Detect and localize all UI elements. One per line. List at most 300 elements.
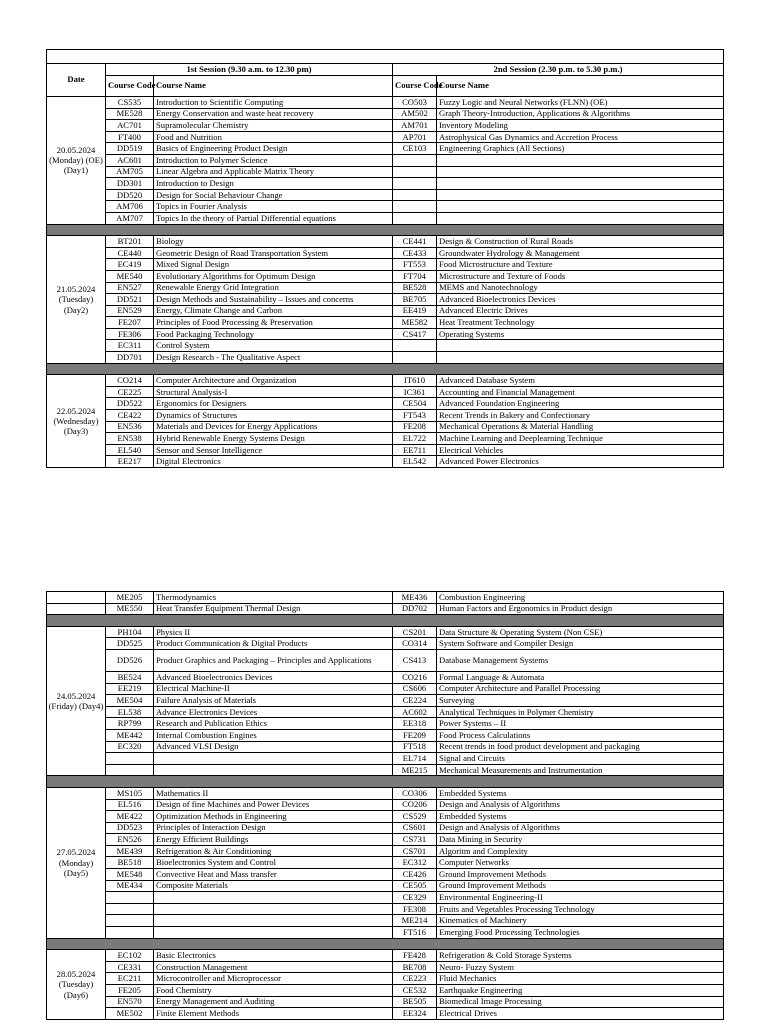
course-name-session1 xyxy=(154,903,393,915)
course-name-session1: Thermodynamics xyxy=(154,592,393,604)
schedule-row xyxy=(47,927,724,939)
course-name-session2: Accounting and Financial Management xyxy=(437,386,724,398)
schedule-row xyxy=(47,352,724,364)
course-name-session2: Combustion Engineering xyxy=(437,592,724,604)
course-name-session1: Advanced VLSI Design xyxy=(154,741,393,753)
course-code-session2 xyxy=(393,212,437,224)
course-code-session1: CE225 xyxy=(106,386,154,398)
course-name-session1: Construction Management xyxy=(154,961,393,973)
schedule-row xyxy=(47,985,724,997)
day-separator xyxy=(47,224,724,236)
course-code-session1: EN526 xyxy=(106,834,154,846)
course-name-session1: Control System xyxy=(154,340,393,352)
course-name-session1: Basics of Engineering Product Design xyxy=(154,143,393,155)
course-name-session1: Food Packaging Technology xyxy=(154,328,393,340)
schedule-row xyxy=(47,787,724,799)
schedule-row xyxy=(47,649,724,671)
course-code-session2: CO503 xyxy=(393,97,437,109)
exam-date-continued xyxy=(47,603,106,615)
course-name-session2: Database Management Systems xyxy=(437,649,724,671)
course-code-session2: BE505 xyxy=(393,996,437,1008)
course-name-session2: Advanced Database System xyxy=(437,375,724,387)
course-name-session1 xyxy=(154,915,393,927)
course-name-session2: Data Structure & Operating System (Non CSE) xyxy=(437,626,724,638)
course-code-session1: ME442 xyxy=(106,729,154,741)
course-code-session1: FE207 xyxy=(106,317,154,329)
course-code-session1: MS105 xyxy=(106,787,154,799)
course-code-session1: AM705 xyxy=(106,166,154,178)
schedule-row xyxy=(47,154,724,166)
course-code-session1: CS535 xyxy=(106,97,154,109)
schedule-row xyxy=(47,718,724,730)
course-code-session2: EC312 xyxy=(393,857,437,869)
course-code-session2: FE308 xyxy=(393,903,437,915)
schedule-row xyxy=(47,328,724,340)
course-name-session1: Introduction to Polymer Science xyxy=(154,154,393,166)
schedule-row xyxy=(47,340,724,352)
course-name-session2: Kinematics of Machinery xyxy=(437,915,724,927)
course-name-session1: Materials and Devices for Energy Applications xyxy=(154,421,393,433)
course-code-session2: CE441 xyxy=(393,236,437,248)
exam-schedule-table-page2 xyxy=(46,591,724,1020)
course-code-session2: FT518 xyxy=(393,741,437,753)
course-name-session2 xyxy=(437,212,724,224)
schedule-row xyxy=(47,915,724,927)
course-name-session1: Electrical Machine-II xyxy=(154,683,393,695)
course-name-session2: Food Process Calculations xyxy=(437,729,724,741)
course-code-session2: ME436 xyxy=(393,592,437,604)
course-name-session1: Advanced Bioelectronics Devices xyxy=(154,671,393,683)
schedule-row xyxy=(47,282,724,294)
course-name-session1: Optimization Methods in Engineering xyxy=(154,811,393,823)
course-code-session1: AM706 xyxy=(106,201,154,213)
course-name-session1: Energy Conservation and waste heat recovery xyxy=(154,108,393,120)
course-name-session2 xyxy=(437,189,724,201)
course-name-session2: Human Factors and Ergonomics in Product design xyxy=(437,603,724,615)
course-name-session2 xyxy=(437,201,724,213)
day-separator xyxy=(47,615,724,627)
course-name-session1: Evolutionary Algorithms for Optimum Design xyxy=(154,270,393,282)
exam-date: 22.05.2024 (Wednesday) (Day3) xyxy=(47,375,106,468)
course-code-session1: EL516 xyxy=(106,799,154,811)
course-name-session2: Ground Improvement Methods xyxy=(437,880,724,892)
course-code-session2: CS413 xyxy=(393,649,437,671)
course-code-session2: CS731 xyxy=(393,834,437,846)
course-name-session2: MEMS and Nanotechnology xyxy=(437,282,724,294)
course-code-session1 xyxy=(106,927,154,939)
schedule-row xyxy=(47,178,724,190)
course-code-session2: FT516 xyxy=(393,927,437,939)
schedule-row xyxy=(47,421,724,433)
course-code-session1 xyxy=(106,915,154,927)
course-name-session1: Principles of Interaction Design xyxy=(154,822,393,834)
course-name-session2: Operating Systems xyxy=(437,328,724,340)
course-name-session1: Digital Electronics xyxy=(154,456,393,468)
course-code-session2: CE504 xyxy=(393,398,437,410)
exam-date: 24.05.2024 (Friday) (Day4) xyxy=(47,626,106,776)
course-code-session2: FT553 xyxy=(393,259,437,271)
course-name-session2 xyxy=(437,154,724,166)
schedule-row xyxy=(47,869,724,881)
schedule-row xyxy=(47,375,724,387)
course-code-session2: CO306 xyxy=(393,787,437,799)
course-name-session1 xyxy=(154,927,393,939)
course-code-session1: ME205 xyxy=(106,592,154,604)
course-code-session2: EE419 xyxy=(393,305,437,317)
course-code-session1: DD523 xyxy=(106,822,154,834)
course-code-session2: FE209 xyxy=(393,729,437,741)
course-code-session1: ME504 xyxy=(106,695,154,707)
course-code-session2: CE329 xyxy=(393,892,437,904)
schedule-row xyxy=(47,108,724,120)
course-name-session2: Computer Networks xyxy=(437,857,724,869)
course-code-session1 xyxy=(106,903,154,915)
course-code-session2: CE426 xyxy=(393,869,437,881)
course-code-session1: ME434 xyxy=(106,880,154,892)
schedule-row xyxy=(47,201,724,213)
schedule-row xyxy=(47,626,724,638)
schedule-row xyxy=(47,247,724,259)
course-code-session2: ME582 xyxy=(393,317,437,329)
course-code-session2: EE711 xyxy=(393,444,437,456)
schedule-row xyxy=(47,834,724,846)
course-code-session1: DD519 xyxy=(106,143,154,155)
course-name-session2: Design & Construction of Rural Roads xyxy=(437,236,724,248)
course-name-session1: Convective Heat and Mass transfer xyxy=(154,869,393,881)
course-code-session2: CE532 xyxy=(393,985,437,997)
course-name-session1: Design Methods and Sustainability – Issues and concerns xyxy=(154,294,393,306)
course-name-session1: Failure Analysis of Materials xyxy=(154,695,393,707)
schedule-row xyxy=(47,259,724,271)
course-code-session1: DD520 xyxy=(106,189,154,201)
course-code-session2: FT543 xyxy=(393,410,437,422)
course-code-session1: EN538 xyxy=(106,433,154,445)
course-code-session1: EL538 xyxy=(106,706,154,718)
schedule-row xyxy=(47,386,724,398)
schedule-row xyxy=(47,433,724,445)
exam-date: 21.05.2024 (Tuesday) (Day2) xyxy=(47,236,106,364)
course-code-session2 xyxy=(393,154,437,166)
course-code-session2: ME215 xyxy=(393,764,437,776)
course-name-session2: Surveying xyxy=(437,695,724,707)
course-code-session1: FT400 xyxy=(106,131,154,143)
course-name-session2: Astrophysical Gas Dynamics and Accretion Process xyxy=(437,131,724,143)
course-code-session1: EC419 xyxy=(106,259,154,271)
course-code-session2: CS606 xyxy=(393,683,437,695)
course-name-session2: Groundwater Hydrology & Management xyxy=(437,247,724,259)
course-name-session2: Advanced Electric Drives xyxy=(437,305,724,317)
course-code-session1: BE524 xyxy=(106,671,154,683)
exam-date-continued xyxy=(47,592,106,604)
course-code-session1: EC320 xyxy=(106,741,154,753)
course-code-session1: AC601 xyxy=(106,154,154,166)
session2-header: 2nd Session (2.30 p.m. to 5.30 p.m.) xyxy=(393,64,724,76)
course-name-session1: Basic Electronics xyxy=(154,950,393,962)
course-name-session2: Fuzzy Logic and Neural Networks (FLNN) (OE) xyxy=(437,97,724,109)
course-name-session2: Electrical Vehicles xyxy=(437,444,724,456)
course-name-session2: Earthquake Engineering xyxy=(437,985,724,997)
course-code-session2 xyxy=(393,201,437,213)
schedule-row xyxy=(47,270,724,282)
schedule-row xyxy=(47,166,724,178)
course-code-session2: CS417 xyxy=(393,328,437,340)
course-code-header: Course Code xyxy=(106,76,154,97)
schedule-row xyxy=(47,764,724,776)
course-code-session2 xyxy=(393,189,437,201)
course-name-session1: Mixed Signal Design xyxy=(154,259,393,271)
course-name-session1: Food Chemistry xyxy=(154,985,393,997)
course-code-session1: AM707 xyxy=(106,212,154,224)
course-name-session2: Emerging Food Processing Technologies xyxy=(437,927,724,939)
course-name-session1: Topics in Fourier Analysis xyxy=(154,201,393,213)
course-code-session1: EN536 xyxy=(106,421,154,433)
course-name-session1: Advance Electronics Devices xyxy=(154,706,393,718)
course-name-session1: Finite Element Methods xyxy=(154,1008,393,1020)
exam-date: 20.05.2024 (Monday) (OE) (Day1) xyxy=(47,97,106,225)
course-name-session2: Neuro- Fuzzy System xyxy=(437,961,724,973)
course-code-session2: IC361 xyxy=(393,386,437,398)
course-name-session2: Electrical Drives xyxy=(437,1008,724,1020)
course-code-session1: ME422 xyxy=(106,811,154,823)
schedule-row xyxy=(47,741,724,753)
course-code-session1: FE205 xyxy=(106,985,154,997)
course-code-session1: ME502 xyxy=(106,1008,154,1020)
course-code-session1: BT201 xyxy=(106,236,154,248)
course-code-session2: AP701 xyxy=(393,131,437,143)
course-code-session2: CS601 xyxy=(393,822,437,834)
course-code-session1: RP799 xyxy=(106,718,154,730)
course-name-session2: Advanced Foundation Engineering xyxy=(437,398,724,410)
course-code-session2: CS529 xyxy=(393,811,437,823)
course-name-session1: Sensor and Sensor Intelligence xyxy=(154,444,393,456)
session1-header: 1st Session (9.30 a.m. to 12.30 pm) xyxy=(106,64,393,76)
course-name-session2: Design and Analysis of Algorithms xyxy=(437,799,724,811)
course-code-session2: BE708 xyxy=(393,961,437,973)
course-code-session2: FT704 xyxy=(393,270,437,282)
schedule-row xyxy=(47,671,724,683)
exam-date: 28.05.2024 (Tuesday) (Day6) xyxy=(47,950,106,1020)
course-name-session2: Fluid Mechanics xyxy=(437,973,724,985)
course-name-session1: Energy Management and Auditing xyxy=(154,996,393,1008)
course-name-session2: Advanced Power Electronics xyxy=(437,456,724,468)
schedule-row xyxy=(47,305,724,317)
course-name-session2: Formal Language & Automata xyxy=(437,671,724,683)
course-name-session1: Energy Efficient Buildings xyxy=(154,834,393,846)
course-code-session2: EL542 xyxy=(393,456,437,468)
course-code-session1: EC211 xyxy=(106,973,154,985)
course-name-session1: Design for Social Behaviour Change xyxy=(154,189,393,201)
course-name-session2: Power Systems – II xyxy=(437,718,724,730)
course-name-header: Course Name xyxy=(154,76,393,97)
course-code-session1: EN570 xyxy=(106,996,154,1008)
course-name-session2: Data Mining in Security xyxy=(437,834,724,846)
schedule-row xyxy=(47,811,724,823)
course-name-session1: Linear Algebra and Applicable Matrix Theory xyxy=(154,166,393,178)
schedule-row xyxy=(47,638,724,650)
course-code-session1: DD525 xyxy=(106,638,154,650)
course-name-session1: Product Communication & Digital Products xyxy=(154,638,393,650)
course-name-session2: Inventory Modeling xyxy=(437,120,724,132)
course-code-session1: ME439 xyxy=(106,845,154,857)
course-code-session2: EE318 xyxy=(393,718,437,730)
course-name-session1: Research and Publication Ethics xyxy=(154,718,393,730)
schedule-row xyxy=(47,892,724,904)
exam-date: 27.05.2024 (Monday) (Day5) xyxy=(47,787,106,938)
schedule-row xyxy=(47,973,724,985)
course-code-session2 xyxy=(393,340,437,352)
course-name-session1: Physics II xyxy=(154,626,393,638)
course-name-session2: Analytical Techniques in Polymer Chemistry xyxy=(437,706,724,718)
schedule-row xyxy=(47,903,724,915)
schedule-row xyxy=(47,729,724,741)
course-code-session1: ME548 xyxy=(106,869,154,881)
title-blank-row xyxy=(47,50,724,64)
course-code-session1: CE331 xyxy=(106,961,154,973)
course-name-session1: Energy, Climate Change and Carbon xyxy=(154,305,393,317)
course-name-session1 xyxy=(154,753,393,765)
schedule-row xyxy=(47,799,724,811)
schedule-row xyxy=(47,444,724,456)
schedule-row xyxy=(47,683,724,695)
course-name-session2: Advanced Bioelectronics Devices xyxy=(437,294,724,306)
course-name-session1: Renewable Energy Grid Integration xyxy=(154,282,393,294)
course-code-session2: CE433 xyxy=(393,247,437,259)
schedule-row xyxy=(47,189,724,201)
course-code-session1: ME550 xyxy=(106,603,154,615)
course-name-session1: Topics In the theory of Partial Differential equations xyxy=(154,212,393,224)
course-name-session1: Structural Analysis-I xyxy=(154,386,393,398)
course-code-session1: DD522 xyxy=(106,398,154,410)
course-code-session1: ME528 xyxy=(106,108,154,120)
day-separator xyxy=(47,938,724,950)
course-name-session2: Design and Analysis of Algorithms xyxy=(437,822,724,834)
schedule-row xyxy=(47,456,724,468)
course-name-session2 xyxy=(437,340,724,352)
session-header-row xyxy=(47,64,724,76)
course-code-session2: CO206 xyxy=(393,799,437,811)
course-name-session1: Mathematics II xyxy=(154,787,393,799)
course-code-session1: EE217 xyxy=(106,456,154,468)
schedule-row xyxy=(47,1008,724,1020)
course-name-session2: Algoritm and Complexity xyxy=(437,845,724,857)
course-name-session2: System Software and Compiler Design xyxy=(437,638,724,650)
schedule-row xyxy=(47,695,724,707)
course-name-session1: Refrigeration & Air Conditioning xyxy=(154,845,393,857)
schedule-row xyxy=(47,120,724,132)
schedule-row xyxy=(47,880,724,892)
schedule-row xyxy=(47,592,724,604)
course-name-session1 xyxy=(154,764,393,776)
course-code-session2: IT610 xyxy=(393,375,437,387)
course-code-header: Course Code xyxy=(393,76,437,97)
course-code-session2: FE428 xyxy=(393,950,437,962)
course-code-session2: BE528 xyxy=(393,282,437,294)
schedule-row xyxy=(47,857,724,869)
schedule-row xyxy=(47,950,724,962)
course-name-session2: Signal and Circuits xyxy=(437,753,724,765)
course-code-session2 xyxy=(393,178,437,190)
course-name-session2: Embedded Systems xyxy=(437,811,724,823)
course-name-session1: Heat Transfer Equipment Thermal Design xyxy=(154,603,393,615)
course-code-session1: DD701 xyxy=(106,352,154,364)
course-code-session2: CS201 xyxy=(393,626,437,638)
schedule-row xyxy=(47,212,724,224)
course-code-session1: EN527 xyxy=(106,282,154,294)
course-name-session1: Composite Materials xyxy=(154,880,393,892)
schedule-row xyxy=(47,822,724,834)
course-code-session1: DD521 xyxy=(106,294,154,306)
course-code-session2 xyxy=(393,352,437,364)
course-name-session2: Biomedical Image Processing xyxy=(437,996,724,1008)
course-name-session2: Microstructure and Texture of Foods xyxy=(437,270,724,282)
course-code-session2: CE505 xyxy=(393,880,437,892)
course-code-session2: CE224 xyxy=(393,695,437,707)
course-code-session1 xyxy=(106,753,154,765)
schedule-row xyxy=(47,143,724,155)
course-code-session2: BE705 xyxy=(393,294,437,306)
course-name-session2: Computer Architecture and Parallel Processing xyxy=(437,683,724,695)
schedule-row xyxy=(47,131,724,143)
schedule-row xyxy=(47,996,724,1008)
course-code-session1: FE306 xyxy=(106,328,154,340)
course-code-session2: AC602 xyxy=(393,706,437,718)
course-code-session1 xyxy=(106,764,154,776)
course-code-session1: BE518 xyxy=(106,857,154,869)
course-code-session1: EL540 xyxy=(106,444,154,456)
course-name-session1: Principles of Food Processing & Preservation xyxy=(154,317,393,329)
course-code-session2: CO314 xyxy=(393,638,437,650)
course-name-session1: Microcontroller and Microprocessor xyxy=(154,973,393,985)
course-name-session1: Dynamics of Structures xyxy=(154,410,393,422)
schedule-row xyxy=(47,294,724,306)
exam-schedule-table-page1 xyxy=(46,49,724,468)
day-separator xyxy=(47,776,724,788)
course-code-session2: CO216 xyxy=(393,671,437,683)
course-name-session1: Design of fine Machines and Power Devices xyxy=(154,799,393,811)
course-name-session2: Mechanical Measurements and Instrumentation xyxy=(437,764,724,776)
schedule-row xyxy=(47,398,724,410)
course-code-session1 xyxy=(106,892,154,904)
schedule-row xyxy=(47,236,724,248)
course-name-session2: Food Microstructure and Texture xyxy=(437,259,724,271)
course-code-session1: CO214 xyxy=(106,375,154,387)
schedule-row xyxy=(47,97,724,109)
schedule-row xyxy=(47,706,724,718)
course-name-session2: Recent Trends in Bakery and Confectionary xyxy=(437,410,724,422)
schedule-row xyxy=(47,410,724,422)
course-name-session1: Bioelectronics System and Control xyxy=(154,857,393,869)
course-name-session2: Embedded Systems xyxy=(437,787,724,799)
course-code-session1: EE219 xyxy=(106,683,154,695)
course-name-session1: Computer Architecture and Organization xyxy=(154,375,393,387)
course-name-session2: Mechanical Operations & Material Handling xyxy=(437,421,724,433)
course-code-session2: EL714 xyxy=(393,753,437,765)
course-name-session2: Heat Treatment Technology xyxy=(437,317,724,329)
course-name-session1: Ergonomics for Designers xyxy=(154,398,393,410)
course-code-session2: CS701 xyxy=(393,845,437,857)
course-name-session2: Graph Theory-Introduction, Applications & Algorithms xyxy=(437,108,724,120)
course-code-session2: FE208 xyxy=(393,421,437,433)
course-name-session2: Environmental Engineering-II xyxy=(437,892,724,904)
course-name-session2: Fruits and Vegetables Processing Technology xyxy=(437,903,724,915)
course-name-session1: Hybrid Renewable Energy Systems Design xyxy=(154,433,393,445)
course-code-session2: ME214 xyxy=(393,915,437,927)
course-code-session2 xyxy=(393,166,437,178)
course-name-session1: Design Research - The Qualitative Aspect xyxy=(154,352,393,364)
course-name-session1: Internal Combustion Engines xyxy=(154,729,393,741)
course-code-session2: DD702 xyxy=(393,603,437,615)
course-code-session1: EC311 xyxy=(106,340,154,352)
